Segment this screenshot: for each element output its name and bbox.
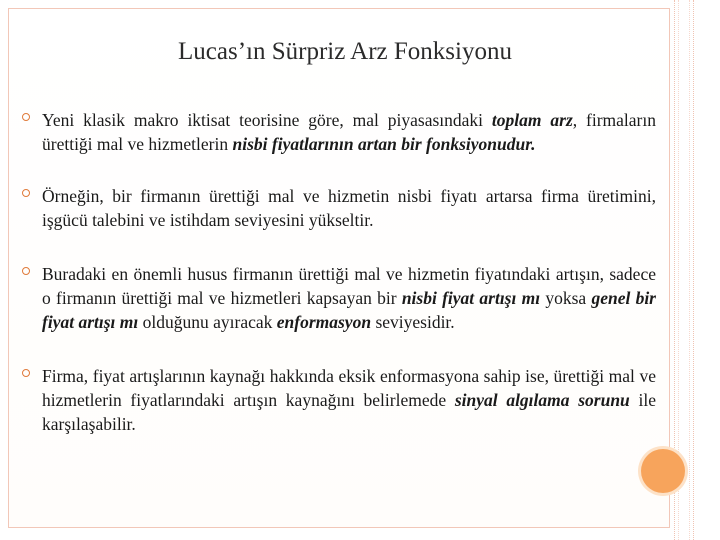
bullet-icon <box>22 369 30 377</box>
emphasis-text: enformasyon <box>276 312 372 332</box>
emphasis-text: nisbi fiyatlarının artan bir fonksiyonudur. <box>232 134 536 154</box>
emphasis-text: toplam arz <box>491 110 573 130</box>
emphasis-text: nisbi fiyat artışı mı <box>401 288 541 308</box>
bullet-text: Buradaki en önemli husus firmanın ürettiği mal ve hizmetin fiyatındaki artışın, sadece o firmanın ürettiği mal ve hizmetleri kapsayan bir <box>42 264 656 308</box>
list-item <box>22 364 656 436</box>
bullet-text: ile karşılaşabilir. <box>42 390 656 434</box>
list-item <box>22 108 656 156</box>
decorative-circle <box>641 449 685 493</box>
bullet-text: yoksa <box>540 288 592 308</box>
list-item <box>22 184 656 232</box>
bullet-icon <box>22 189 30 197</box>
bullet-icon <box>22 267 30 275</box>
bullet-list <box>22 108 656 436</box>
slide-title: Lucas’ın Sürpriz Arz Fonksiyonu <box>178 38 512 65</box>
bullet-icon <box>22 113 30 121</box>
bullet-text: Firma, fiyat artışlarının kaynağı hakkında eksik enformasyona sahip ise, ürettiği mal ve hizmetlerin fiyatlarındaki artışın kaynağını belirlemede <box>42 366 656 410</box>
bullet-text: Yeni klasik makro iktisat teorisine göre, mal piyasasındaki <box>42 110 492 130</box>
emphasis-text: genel bir fiyat artışı mı <box>42 288 656 332</box>
list-item <box>22 262 656 334</box>
emphasis-text: sinyal algılama sorunu <box>454 390 630 410</box>
bullet-text: Örneğin, bir firmanın ürettiği mal ve hizmetin nisbi fiyatı artarsa firma üretimini, işgücü talebini ve istihdam seviyesini yükseltir. <box>42 186 656 230</box>
bullet-text: , firmaların ürettiği mal ve hizmetlerin <box>42 110 656 154</box>
bullet-text: seviyesidir. <box>371 312 455 332</box>
bullet-text: olduğunu ayıracak <box>138 312 277 332</box>
